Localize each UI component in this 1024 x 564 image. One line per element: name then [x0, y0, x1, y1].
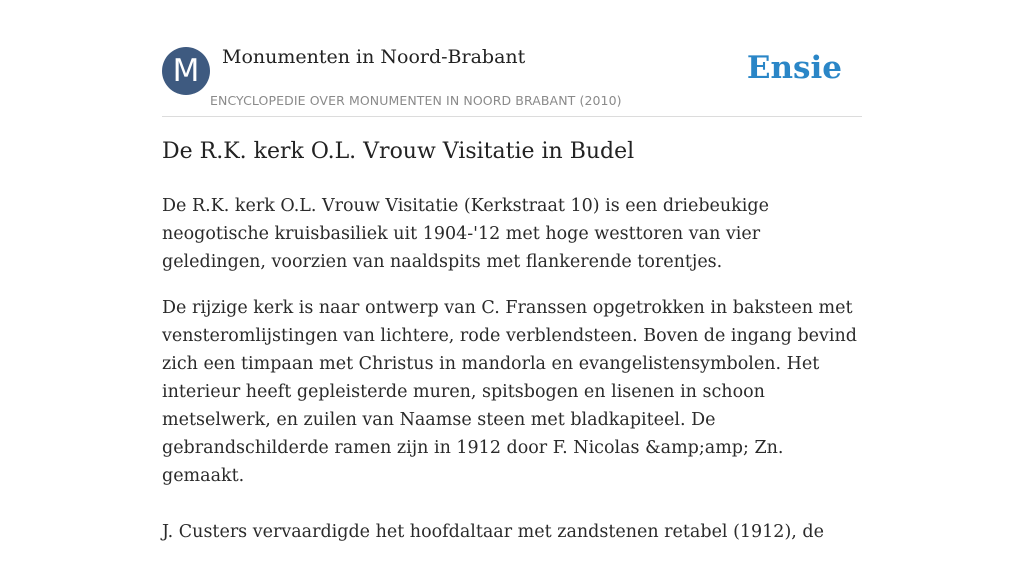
source-header	[162, 40, 862, 117]
source-avatar[interactable]: M	[162, 47, 210, 95]
source-title[interactable]: Monumenten in Noord-Brabant	[222, 46, 526, 68]
article-paragraph: J. Custers vervaardigde het hoofdaltaar met zandstenen retabel (1912), de	[162, 522, 824, 542]
article-paragraph: De rijzige kerk is naar ontwerp van C. Franssen opgetrokken in baksteen met vensteromlijstingen van lichtere, rode verblendsteen. Boven de ingang bevind zich een timpaan met Christus in mandorla en evangelistensymbolen. Het interieur heeft gepleisterde muren, spitsbogen en lisenen in schoon metselwerk, en zuilen van Naamse steen met bladkapiteel. De gebrandschilderde ramen zijn in 1912 door F. Nicolas &amp;amp; Zn. gemaakt.	[162, 298, 857, 486]
source-subtitle: ENCYCLOPEDIE OVER MONUMENTEN IN NOORD BRABANT (2010)	[210, 93, 622, 108]
article-body	[162, 192, 862, 564]
article-title: De R.K. kerk O.L. Vrouw Visitatie in Budel	[162, 139, 635, 164]
article-paragraph: De R.K. kerk O.L. Vrouw Visitatie (Kerkstraat 10) is een driebeukige neogotische kruisbasiliek uit 1904-'12 met hoge westtoren van vier geledingen, voorzien van naaldspits met flankerende torentjes.	[162, 196, 769, 272]
ensie-logo[interactable]: Ensie	[746, 50, 842, 86]
